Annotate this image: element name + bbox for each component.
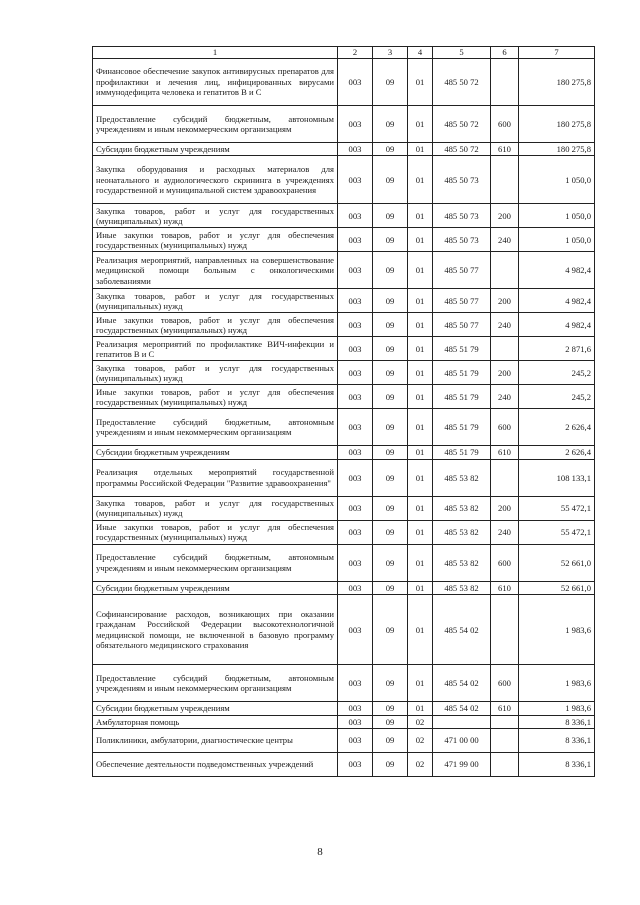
row-name: Закупка товаров, работ и услуг для государственных (муниципальных) нужд: [93, 289, 338, 313]
subsection-code: 01: [408, 595, 433, 665]
table-row: [93, 106, 595, 143]
expense-type-code: [491, 715, 519, 728]
target-article-code: 485 50 73: [433, 156, 491, 204]
table-row: [93, 409, 595, 446]
target-article-code: 485 50 73: [433, 204, 491, 228]
amount: 2 871,6: [519, 337, 595, 361]
amount: 8 336,1: [519, 729, 595, 753]
target-article-code: 485 51 79: [433, 385, 491, 409]
ministry-code: 003: [338, 496, 373, 520]
target-article-code: 485 53 82: [433, 496, 491, 520]
target-article-code: 485 50 72: [433, 106, 491, 143]
column-header-2: 2: [338, 47, 373, 59]
row-name: Иные закупки товаров, работ и услуг для обеспечения государственных (муниципальных) нужд: [93, 228, 338, 252]
table-row: [93, 459, 595, 496]
table-row: [93, 204, 595, 228]
row-name: Финансовое обеспечение закупок антивирусных препаратов для профилактики и лечения лиц, инфицированных вирусами иммунодефицита человека и гепатитов В и С: [93, 59, 338, 106]
subsection-code: 01: [408, 59, 433, 106]
target-article-code: 485 54 02: [433, 665, 491, 702]
table-row: [93, 496, 595, 520]
ministry-code: 003: [338, 409, 373, 446]
expense-type-code: [491, 459, 519, 496]
table-row: [93, 520, 595, 544]
section-code: 09: [373, 702, 408, 715]
target-article-code: 485 53 82: [433, 544, 491, 581]
amount: 52 661,0: [519, 581, 595, 594]
section-code: 09: [373, 595, 408, 665]
amount: 8 336,1: [519, 753, 595, 777]
section-code: 09: [373, 106, 408, 143]
section-code: 09: [373, 520, 408, 544]
table-row: [93, 753, 595, 777]
amount: 4 982,4: [519, 289, 595, 313]
ministry-code: 003: [338, 337, 373, 361]
table-row: [93, 59, 595, 106]
target-article-code: 485 53 82: [433, 520, 491, 544]
row-name: Закупка товаров, работ и услуг для государственных (муниципальных) нужд: [93, 496, 338, 520]
section-code: 09: [373, 729, 408, 753]
row-name: Реализация мероприятий по профилактике ВИЧ-инфекции и гепатитов В и С: [93, 337, 338, 361]
row-name: Амбулаторная помощь: [93, 715, 338, 728]
ministry-code: 003: [338, 228, 373, 252]
target-article-code: 485 50 77: [433, 289, 491, 313]
section-code: 09: [373, 143, 408, 156]
subsection-code: 01: [408, 544, 433, 581]
column-header-6: 6: [491, 47, 519, 59]
budget-table: [92, 46, 595, 777]
amount: 180 275,8: [519, 106, 595, 143]
table-row: [93, 289, 595, 313]
amount: 108 133,1: [519, 459, 595, 496]
ministry-code: 003: [338, 143, 373, 156]
amount: 180 275,8: [519, 59, 595, 106]
amount: 4 982,4: [519, 252, 595, 289]
subsection-code: 01: [408, 252, 433, 289]
ministry-code: 003: [338, 385, 373, 409]
table-row: [93, 544, 595, 581]
table-row: [93, 715, 595, 728]
subsection-code: 01: [408, 228, 433, 252]
expense-type-code: 200: [491, 289, 519, 313]
target-article-code: 485 50 77: [433, 252, 491, 289]
target-article-code: 485 50 73: [433, 228, 491, 252]
ministry-code: 003: [338, 702, 373, 715]
table-row: [93, 143, 595, 156]
target-article-code: 485 50 77: [433, 313, 491, 337]
section-code: 09: [373, 313, 408, 337]
amount: 1 050,0: [519, 228, 595, 252]
subsection-code: 02: [408, 715, 433, 728]
row-name: Предоставление субсидий бюджетным, автономным учреждениям и иным некоммерческим организациям: [93, 106, 338, 143]
row-name: Закупка товаров, работ и услуг для государственных (муниципальных) нужд: [93, 204, 338, 228]
subsection-code: 02: [408, 729, 433, 753]
ministry-code: 003: [338, 289, 373, 313]
ministry-code: 003: [338, 106, 373, 143]
expense-type-code: 240: [491, 520, 519, 544]
table-row: [93, 665, 595, 702]
section-code: 09: [373, 459, 408, 496]
subsection-code: 01: [408, 496, 433, 520]
column-number-row: [93, 47, 595, 59]
section-code: 09: [373, 496, 408, 520]
table-row: [93, 228, 595, 252]
ministry-code: 003: [338, 544, 373, 581]
subsection-code: 01: [408, 702, 433, 715]
amount: 55 472,1: [519, 496, 595, 520]
expense-type-code: 240: [491, 228, 519, 252]
row-name: Обеспечение деятельности подведомственных учреждений: [93, 753, 338, 777]
ministry-code: 003: [338, 59, 373, 106]
table-row: [93, 702, 595, 715]
column-header-4: 4: [408, 47, 433, 59]
expense-type-code: 600: [491, 106, 519, 143]
row-name: Субсидии бюджетным учреждениям: [93, 702, 338, 715]
row-name: Поликлиники, амбулатории, диагностические центры: [93, 729, 338, 753]
subsection-code: 01: [408, 385, 433, 409]
expense-type-code: 610: [491, 702, 519, 715]
table-row: [93, 595, 595, 665]
column-header-3: 3: [373, 47, 408, 59]
amount: 4 982,4: [519, 313, 595, 337]
target-article-code: 485 51 79: [433, 446, 491, 459]
amount: 1 050,0: [519, 156, 595, 204]
expense-type-code: [491, 337, 519, 361]
expense-type-code: [491, 753, 519, 777]
section-code: 09: [373, 289, 408, 313]
section-code: 09: [373, 665, 408, 702]
section-code: 09: [373, 753, 408, 777]
ministry-code: 003: [338, 581, 373, 594]
subsection-code: 01: [408, 665, 433, 702]
subsection-code: 01: [408, 581, 433, 594]
section-code: 09: [373, 252, 408, 289]
row-name: Субсидии бюджетным учреждениям: [93, 581, 338, 594]
row-name: Иные закупки товаров, работ и услуг для обеспечения государственных (муниципальных) нужд: [93, 313, 338, 337]
ministry-code: 003: [338, 595, 373, 665]
amount: 180 275,8: [519, 143, 595, 156]
section-code: 09: [373, 409, 408, 446]
table-row: [93, 729, 595, 753]
subsection-code: 01: [408, 409, 433, 446]
page-number: 8: [317, 846, 323, 858]
target-article-code: 485 54 02: [433, 702, 491, 715]
table-row: [93, 385, 595, 409]
subsection-code: 02: [408, 753, 433, 777]
expense-type-code: [491, 729, 519, 753]
amount: 2 626,4: [519, 409, 595, 446]
table-row: [93, 581, 595, 594]
target-article-code: 485 53 82: [433, 459, 491, 496]
ministry-code: 003: [338, 459, 373, 496]
subsection-code: 01: [408, 361, 433, 385]
section-code: 09: [373, 59, 408, 106]
expense-type-code: 200: [491, 496, 519, 520]
target-article-code: 485 50 72: [433, 59, 491, 106]
subsection-code: 01: [408, 204, 433, 228]
section-code: 09: [373, 544, 408, 581]
subsection-code: 01: [408, 289, 433, 313]
ministry-code: 003: [338, 715, 373, 728]
expense-type-code: 610: [491, 446, 519, 459]
row-name: Закупка оборудования и расходных материалов для неонатального и аудиологического скрининга в учреждениях государственной и муниципальной систем здравоохранения: [93, 156, 338, 204]
subsection-code: 01: [408, 106, 433, 143]
section-code: 09: [373, 228, 408, 252]
expense-type-code: [491, 595, 519, 665]
expense-type-code: [491, 156, 519, 204]
section-code: 09: [373, 156, 408, 204]
ministry-code: 003: [338, 313, 373, 337]
section-code: 09: [373, 581, 408, 594]
row-name: Предоставление субсидий бюджетным, автономным учреждениям и иным некоммерческим организациям: [93, 544, 338, 581]
amount: 1 983,6: [519, 702, 595, 715]
amount: 1 983,6: [519, 595, 595, 665]
section-code: 09: [373, 204, 408, 228]
target-article-code: 471 99 00: [433, 753, 491, 777]
expense-type-code: [491, 59, 519, 106]
target-article-code: 485 50 72: [433, 143, 491, 156]
expense-type-code: 610: [491, 143, 519, 156]
expense-type-code: 200: [491, 204, 519, 228]
subsection-code: 01: [408, 337, 433, 361]
section-code: 09: [373, 385, 408, 409]
table-row: [93, 337, 595, 361]
expense-type-code: 600: [491, 665, 519, 702]
row-name: Реализация отдельных мероприятий государственной программы Российской Федерации "Развитие здравоохранения": [93, 459, 338, 496]
ministry-code: 003: [338, 520, 373, 544]
expense-type-code: 610: [491, 581, 519, 594]
subsection-code: 01: [408, 446, 433, 459]
row-name: Предоставление субсидий бюджетным, автономным учреждениям и иным некоммерческим организациям: [93, 409, 338, 446]
table-row: [93, 313, 595, 337]
row-name: Софинансирование расходов, возникающих при оказании гражданам Российской Федерации высокотехнологичной медицинской помощи, не включенной в базовую программу обязательного медицинского страхования: [93, 595, 338, 665]
ministry-code: 003: [338, 665, 373, 702]
row-name: Иные закупки товаров, работ и услуг для обеспечения государственных (муниципальных) нужд: [93, 520, 338, 544]
target-article-code: 485 51 79: [433, 409, 491, 446]
section-code: 09: [373, 361, 408, 385]
column-header-7: 7: [519, 47, 595, 59]
amount: 55 472,1: [519, 520, 595, 544]
target-article-code: 485 51 79: [433, 337, 491, 361]
expense-type-code: 200: [491, 361, 519, 385]
target-article-code: [433, 715, 491, 728]
target-article-code: 471 00 00: [433, 729, 491, 753]
ministry-code: 003: [338, 729, 373, 753]
subsection-code: 01: [408, 313, 433, 337]
ministry-code: 003: [338, 446, 373, 459]
ministry-code: 003: [338, 156, 373, 204]
table-body: [93, 59, 595, 777]
column-header-5: 5: [433, 47, 491, 59]
column-header-1: 1: [93, 47, 338, 59]
ministry-code: 003: [338, 753, 373, 777]
row-name: Субсидии бюджетным учреждениям: [93, 446, 338, 459]
amount: 245,2: [519, 361, 595, 385]
row-name: Реализация мероприятий, направленных на совершенствование медицинской помощи больным с онкологическими заболеваниями: [93, 252, 338, 289]
expense-type-code: 600: [491, 544, 519, 581]
amount: 8 336,1: [519, 715, 595, 728]
table-row: [93, 252, 595, 289]
target-article-code: 485 51 79: [433, 361, 491, 385]
table-row: [93, 361, 595, 385]
row-name: Закупка товаров, работ и услуг для государственных (муниципальных) нужд: [93, 361, 338, 385]
ministry-code: 003: [338, 252, 373, 289]
section-code: 09: [373, 446, 408, 459]
row-name: Иные закупки товаров, работ и услуг для обеспечения государственных (муниципальных) нужд: [93, 385, 338, 409]
amount: 52 661,0: [519, 544, 595, 581]
subsection-code: 01: [408, 459, 433, 496]
expense-type-code: 240: [491, 385, 519, 409]
target-article-code: 485 54 02: [433, 595, 491, 665]
amount: 245,2: [519, 385, 595, 409]
ministry-code: 003: [338, 361, 373, 385]
subsection-code: 01: [408, 143, 433, 156]
amount: 1 050,0: [519, 204, 595, 228]
expense-type-code: 600: [491, 409, 519, 446]
section-code: 09: [373, 715, 408, 728]
table-row: [93, 156, 595, 204]
section-code: 09: [373, 337, 408, 361]
expense-type-code: 240: [491, 313, 519, 337]
expense-type-code: [491, 252, 519, 289]
ministry-code: 003: [338, 204, 373, 228]
row-name: Субсидии бюджетным учреждениям: [93, 143, 338, 156]
subsection-code: 01: [408, 520, 433, 544]
target-article-code: 485 53 82: [433, 581, 491, 594]
amount: 2 626,4: [519, 446, 595, 459]
subsection-code: 01: [408, 156, 433, 204]
row-name: Предоставление субсидий бюджетным, автономным учреждениям и иным некоммерческим организациям: [93, 665, 338, 702]
table-row: [93, 446, 595, 459]
amount: 1 983,6: [519, 665, 595, 702]
